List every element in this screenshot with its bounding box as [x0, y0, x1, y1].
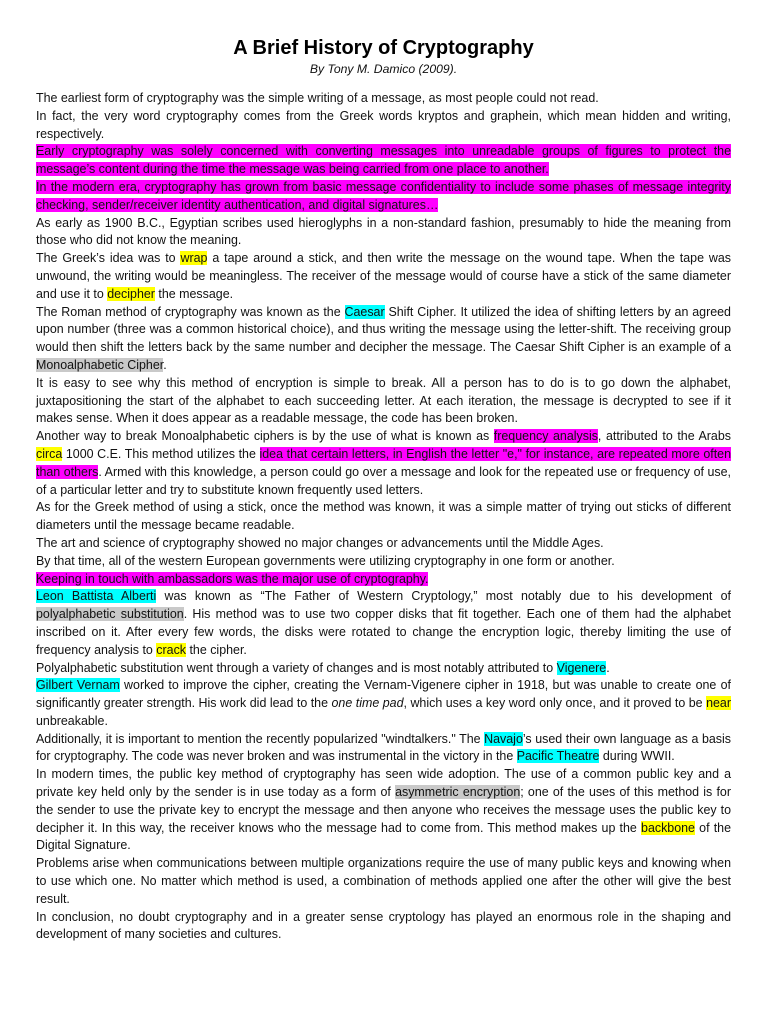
text-run: ; one of the uses of this method is for the sender to use the private key to encrypt the message and then anyone who receives the message uses the public key to decipher it. In this way, the receiver knows who the message had to come from. This method makes up the — [36, 785, 731, 835]
text-run: worked to improve the cipher, creating the Vernam-Vigenere cipher in 1918, but was unable to create one of significantly greater strength. His work did lead to the — [36, 678, 731, 711]
text-run: the message. — [154, 286, 234, 301]
text-run: The Greek’s idea was to — [36, 251, 181, 266]
paragraph — [36, 215, 731, 251]
byline: By Tony M. Damico (2009). — [309, 62, 458, 76]
highlighted-text: backbone — [641, 820, 695, 835]
text-run: . — [163, 357, 167, 372]
paragraph — [36, 677, 731, 730]
text-run: It is easy to see why this method of encryption is simple to break. All a person has to do is to go down the alphabet, juxtapositioning the start of the alphabet to each succeeding letter. At each iteration, the message is decrypted to see if it makes sense. When it does appear as a readable message, the code has been broken. — [36, 375, 731, 426]
text-run: Shift Cipher. It utilized the idea of shifting letters by an agreed upon number (three was a common historical choice), and thus writing the message using the letter-shift. The receiving group would then shift the letters back by the same number and decipher the message. The Caesar Shift Cipher is an example of a — [36, 304, 731, 355]
paragraph — [36, 179, 731, 215]
text-run: The art and science of cryptography showed no major changes or advancements until the Middle Ages. — [36, 535, 604, 550]
text-run: . Armed with this knowledge, a person could go over a message and look for the repeated use or frequency of use, of a particular letter and try to substitute known frequently used letters. — [36, 464, 732, 497]
text-run: unbreakable. — [36, 713, 108, 728]
text-run: Polyalphabetic substitution went through a variety of changes and is most notably attributed to — [36, 660, 557, 675]
highlighted-text: decipher — [107, 286, 155, 301]
text-run: By that time, all of the western European governments were utilizing cryptography in one form or another. — [36, 553, 615, 568]
text-run: , attributed to the Arabs — [597, 429, 731, 444]
text-run: The earliest form of cryptography was the simple writing of a message, as most people could not read. — [36, 91, 599, 105]
highlighted-text: Leon Battista Alberti — [36, 589, 157, 604]
paragraph — [36, 304, 731, 375]
highlighted-text: Vigenere — [556, 660, 607, 675]
highlighted-text: near — [706, 696, 731, 711]
text-run: ’s used their own language as a basis for cryptography. The code was never broken and was instrumental in the victory in the — [36, 731, 731, 764]
text-run: during WWII. — [599, 749, 675, 764]
paragraph — [36, 660, 731, 678]
text-run: the cipher. — [186, 642, 247, 657]
highlighted-text: Caesar — [344, 304, 385, 319]
text-run: Additionally, it is important to mention the recently popularized "windtalkers." The — [36, 731, 485, 746]
paragraph — [36, 766, 731, 855]
paragraph — [36, 375, 731, 428]
highlighted-text: wrap — [180, 251, 208, 266]
paragraph — [36, 108, 731, 144]
text-run: . — [606, 660, 610, 675]
text-run: Another way to break Monoalphabetic ciphers is by the use of what is known as — [36, 429, 494, 444]
paragraph — [36, 855, 731, 908]
text-run: As early as 1900 B.C., Egyptian scribes used hieroglyphs in a non-standard fashion, presumably to hide the meaning from those who did not know the meaning. — [36, 215, 731, 248]
text-run: In conclusion, no doubt cryptography and in a greater sense cryptology has played an enormous role in the shaping and development of many societies and cultures. — [36, 909, 731, 942]
highlighted-text: Gilbert Vernam — [36, 678, 120, 693]
text-run: Problems arise when communications between multiple organizations require the use of many public keys and knowing when to use which one. No matter which method is used, a combination of methods applied one after the other will give the best result. — [36, 856, 731, 906]
highlighted-text: Pacific Theatre — [516, 749, 600, 764]
highlighted-text: idea that certain letters, in English the letter "e," for instance, are repeated more often than others — [36, 446, 732, 479]
text-run: , which uses a key word only once, and it proved to be — [403, 696, 707, 711]
text-run: The Roman method of cryptography was known as the — [36, 304, 345, 319]
text-run: was known as “The Father of Western Cryptology,” most notably due to his development of — [156, 589, 731, 604]
paragraph — [36, 731, 731, 767]
document-body — [36, 90, 731, 944]
paragraph — [36, 428, 731, 499]
highlighted-text: circa — [36, 446, 63, 461]
highlighted-text: crack — [156, 642, 187, 657]
paragraph — [36, 535, 731, 553]
highlighted-text: asymmetric encryption — [395, 785, 521, 800]
text-run: 1000 C.E. This method utilizes the — [62, 446, 260, 461]
paragraph — [36, 250, 731, 303]
text-run: As for the Greek method of using a stick, once the method was known, it was a simple matter of trying out sticks of different diameters until the message became readable. — [36, 500, 731, 533]
italic-text: one time pad — [331, 696, 404, 711]
text-run: a tape around a stick, and then write the message on the wound tape. When the tape was unwound, the writing would be meaningless. The receiver of the message would of course have a stick of the same diameter and use it to — [36, 251, 731, 301]
highlighted-text: Keeping in touch with ambassadors was the major use of cryptography. — [36, 571, 429, 586]
text-run: In fact, the very word cryptography comes from the Greek words kryptos and graphein, which mean hidden and writing, respectively. — [36, 108, 731, 141]
text-run: of the Digital Signature. — [36, 820, 731, 853]
paragraph — [36, 90, 731, 108]
highlighted-text: Monoalphabetic Cipher — [36, 357, 164, 372]
highlighted-text: frequency analysis — [493, 429, 598, 444]
highlighted-text: Navajo — [484, 731, 523, 746]
paragraph — [36, 499, 731, 535]
paragraph — [36, 909, 731, 945]
highlighted-text: In the modern era, cryptography has grown from basic message confidentiality to include some phases of message integrity checking, sender/receiver identity authentication, and digital signatures… — [36, 179, 731, 212]
paragraph — [36, 143, 731, 179]
paragraph — [36, 588, 731, 659]
document-title: A Brief History of Cryptography — [233, 37, 534, 59]
paragraph — [36, 571, 731, 589]
paragraph — [36, 553, 731, 571]
text-run: . His method was to use two copper disks that fit together. Each one of them had the alphabet inscribed on it. After every few words, the disks were rotated to change the encryption logic, thereby limiting the use of frequency analysis to — [36, 607, 731, 657]
highlighted-text: polyalphabetic substitution — [36, 607, 184, 622]
text-run: In modern times, the public key method of cryptography has seen wide adoption. The use of a common public key and a private key held only by the sender is in use today as a form of — [36, 767, 731, 800]
highlighted-text: Early cryptography was solely concerned with converting messages into unreadable groups of figures to protect the message’s content during the time the message was being carried from one place to another. — [36, 144, 731, 177]
